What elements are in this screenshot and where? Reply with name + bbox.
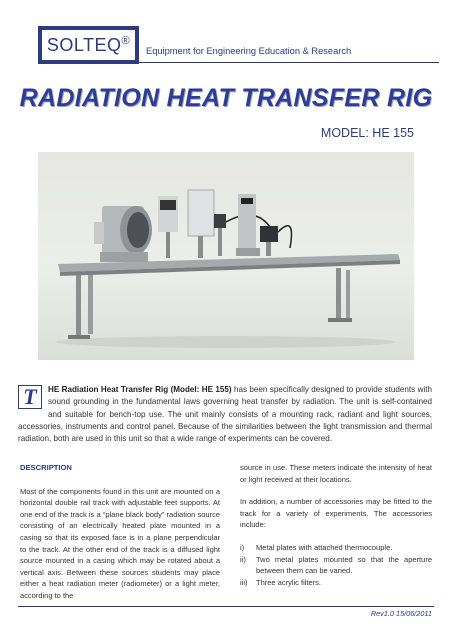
accessories-list <box>240 542 432 588</box>
page-title: RADIATION HEAT TRANSFER RIG <box>19 84 433 112</box>
product-photo-illustration <box>38 152 414 360</box>
list-item: iii) Three acrylic filters. <box>240 577 322 587</box>
list-item: ii) Two metal plates mounted so that the aperture between them can be varied. <box>240 554 432 576</box>
description-heading: DESCRIPTION <box>20 463 72 472</box>
model-number: MODEL: HE 155 <box>320 126 414 140</box>
description-paragraph-2: source in use. These meters indicate the intensity of heat or light received at their locations. <box>240 463 432 484</box>
intro-paragraph <box>18 384 432 445</box>
description-paragraph-1: Most of the components found in this unit are mounted on a horizontal double rail track with adjustable feet supports. At one end of the track is a “plane black body” radiation source consisting of an electrically heated plate mounted in a casing so that its exposed face is in a plane perpendicular to the track. At the other end of the track is a diffused light source mounted in a casing which may be rotated about a vertical axis. Between these sources students may place either a heat radiation meter (radiometer) or a light meter, according to the <box>20 486 220 600</box>
logo-text: SOLTEQ <box>46 34 122 55</box>
solteq-logo <box>38 26 139 64</box>
header-divider <box>139 62 439 63</box>
footer-divider <box>18 606 434 607</box>
intro-text: has been specifically designed to provide students with sound grounding in the fundamental laws governing heat transfer by radiation. The unit is self-contained and suitable for bench-top use. The unit mainly consists of a mounting rack, radiant and light sources, accessories, instruments and control panel. Because of the similarities between the light transmission and thermal radiation, both are used in this unit so that a wide range of experiments can be covered. <box>18 385 432 444</box>
list-item: i) Metal plates with attached thermocouple. <box>240 542 393 552</box>
logo-registered-mark: ® <box>121 34 131 47</box>
tagline: Equipment for Engineering Education & Research <box>146 46 352 56</box>
drop-cap: T <box>18 385 42 409</box>
header <box>38 26 428 66</box>
revision-footer: Rev1.0 15/06/2011 <box>370 609 432 618</box>
description-right-column <box>240 462 432 588</box>
description-left-column <box>20 462 220 613</box>
product-photo <box>38 152 414 360</box>
description-paragraph-3: In addition, a number of accessories may be fitted to the track for a variety of experiments. The accessories include: <box>240 497 432 530</box>
intro-bold-lead: HE Radiation Heat Transfer Rig (Model: HE 155) <box>48 385 232 394</box>
